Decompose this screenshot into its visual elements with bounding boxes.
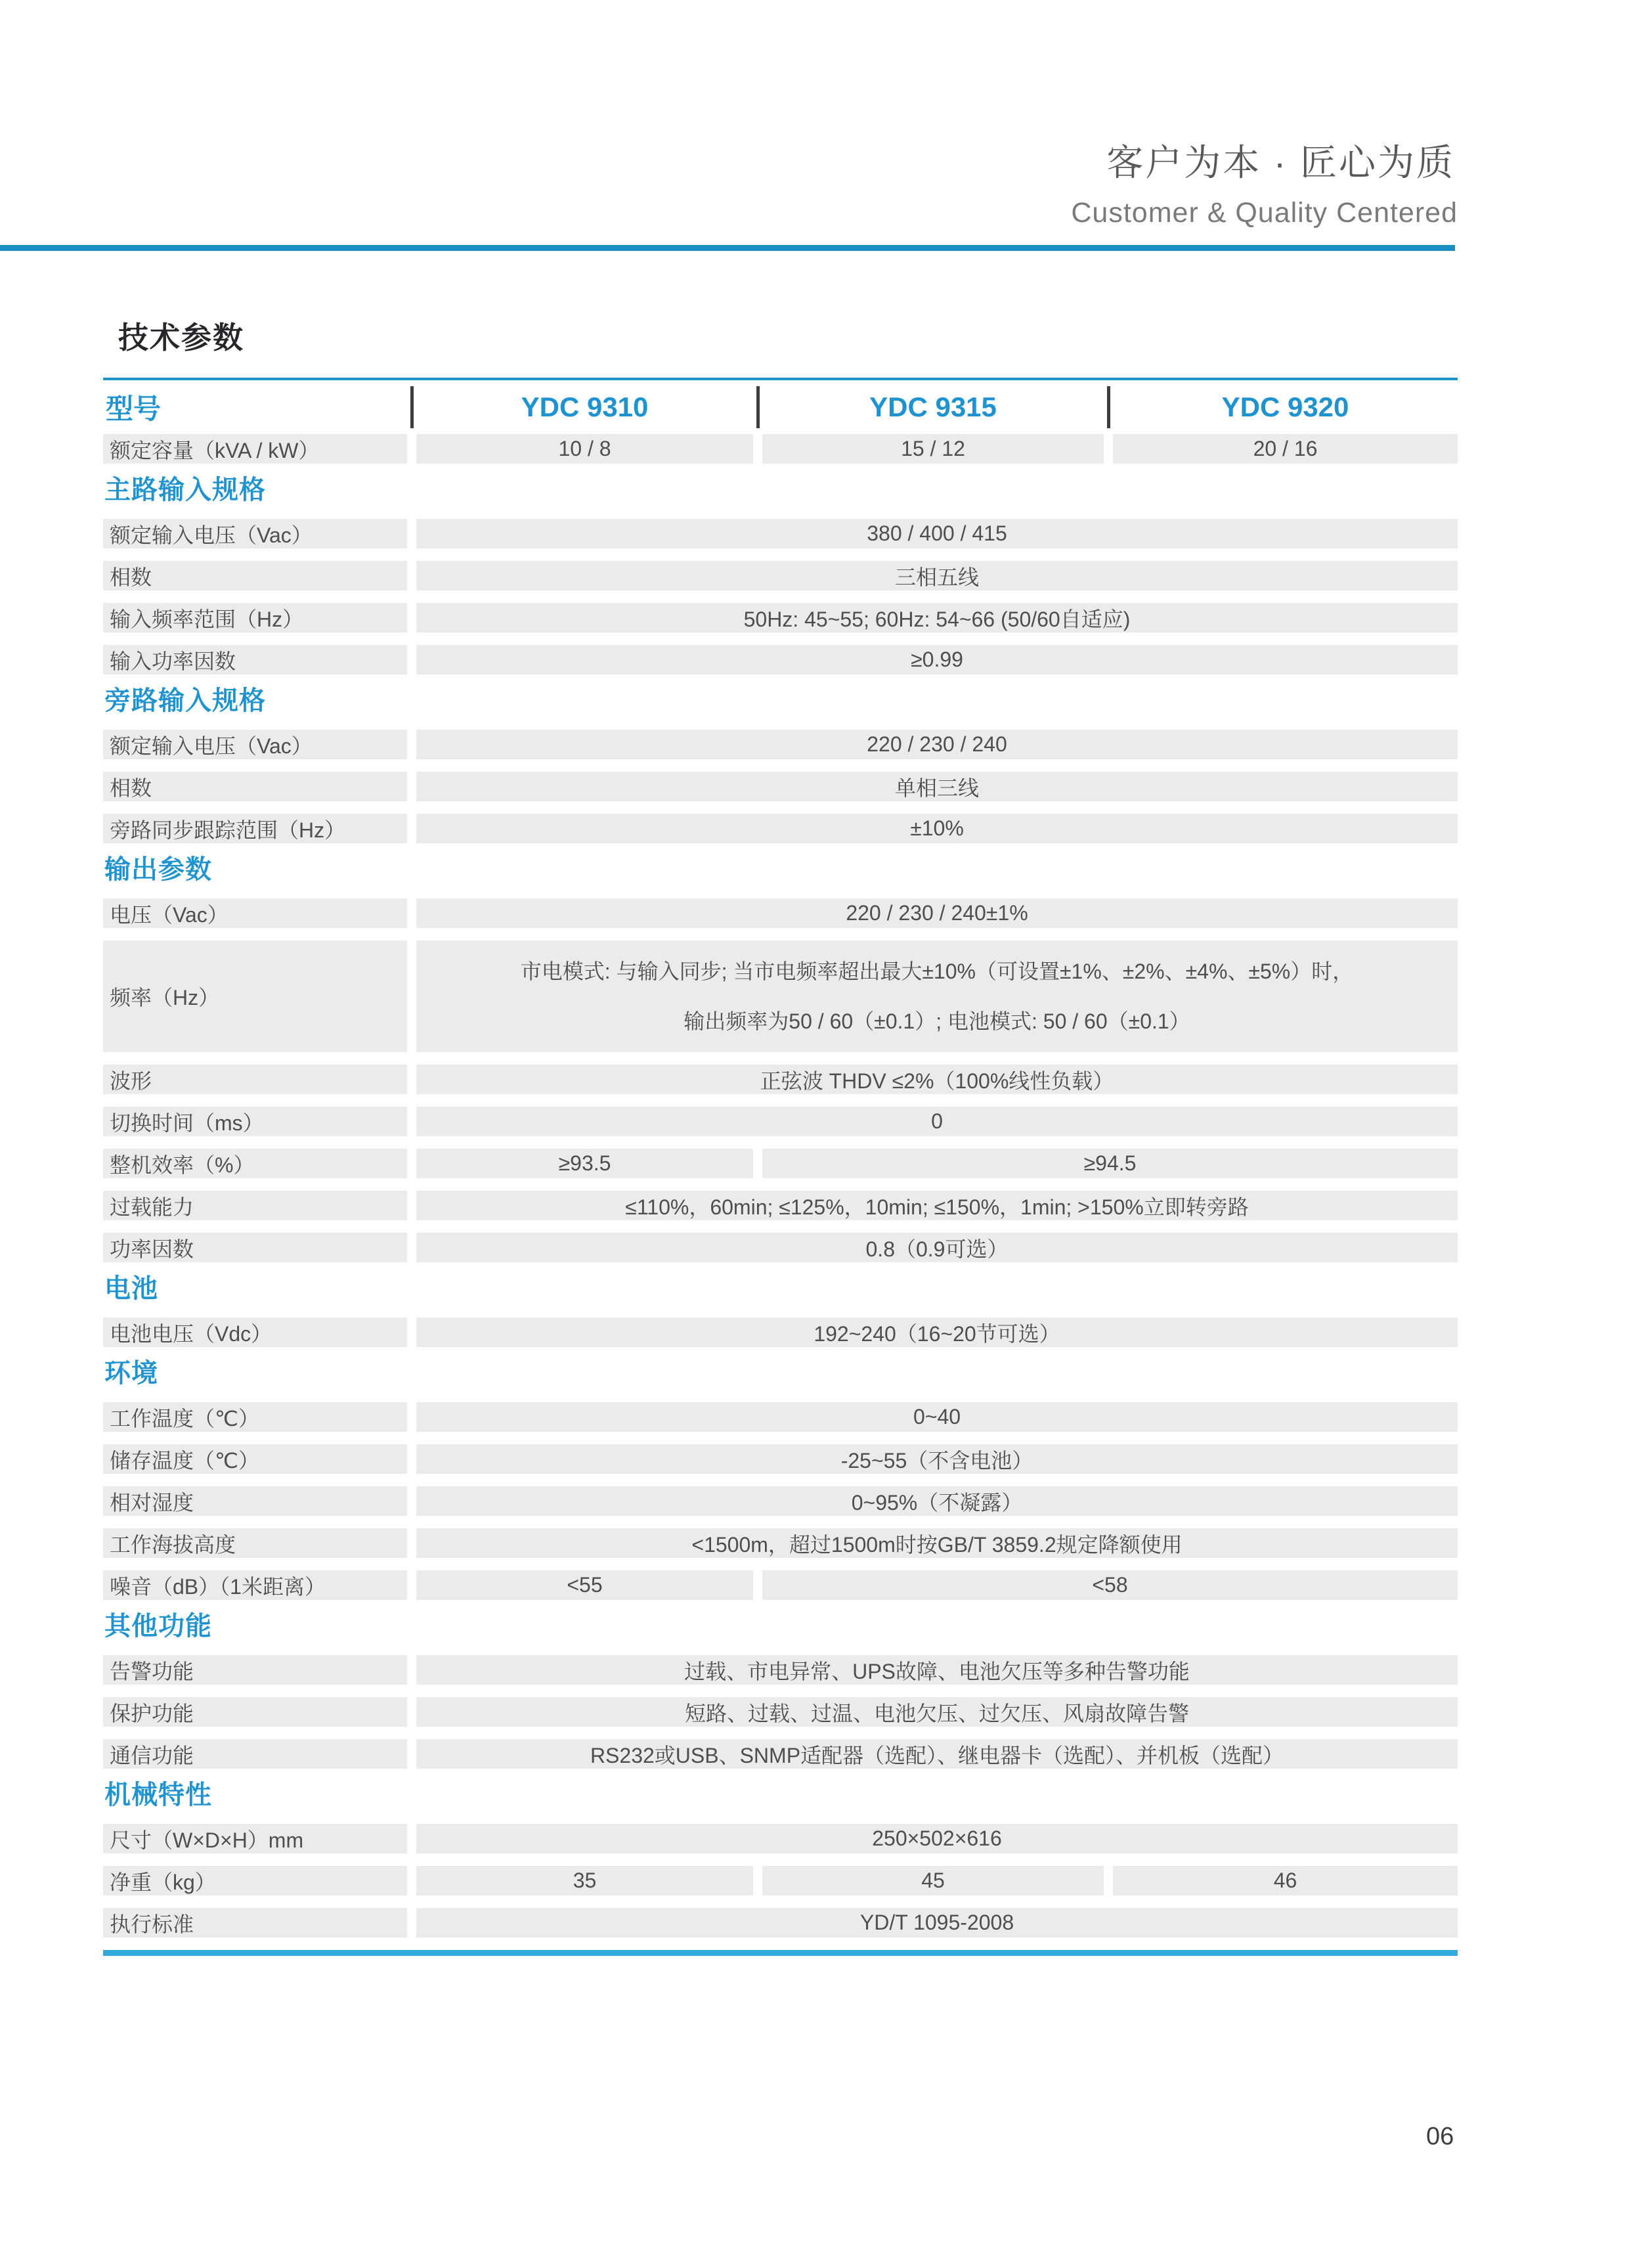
page-number: 06 [1426,2123,1454,2150]
table-bottom-rule [103,1950,1458,1956]
column-divider-bar [410,386,414,428]
row-value: 220 / 230 / 240 [416,730,1458,759]
row-value: 过载、市电异常、UPS故障、电池欠压等多种告警功能 [416,1655,1458,1685]
row-value: ≥0.99 [416,645,1458,675]
row-label: 额定输入电压（Vac） [103,730,407,759]
row-label: 储存温度（℃） [103,1444,407,1474]
row-label: 整机效率（%） [103,1149,407,1178]
column-divider-bar [756,386,760,428]
row-label: 尺寸（W×D×H）mm [103,1824,407,1853]
model-column-label: 型号 [106,393,162,424]
section-title: 机械特性 [104,1781,212,1809]
row-label: 相对湿度 [103,1486,407,1516]
row-value: 220 / 230 / 240±1% [416,898,1458,928]
row-value: 0 [416,1107,1458,1136]
row-value: 20 / 16 [1113,434,1458,464]
table-row [103,1866,1458,1895]
row-value: 250×502×616 [416,1824,1458,1853]
row-value-line: 输出频率为50 / 60（±0.1）; 电池模式: 50 / 60（±0.1） [684,1009,1190,1033]
row-label: 相数 [103,561,407,590]
row-value: 正弦波 THDV ≤2%（100%线性负载） [416,1065,1458,1094]
row-value: ≤110%，60min; ≤125%，10min; ≤150%，1min; >150%立即转旁路 [416,1191,1458,1220]
row-label: 保护功能 [103,1697,407,1727]
row-value: 192~240（16~20节可选） [416,1317,1458,1347]
section-title: 环境 [104,1359,158,1388]
table-row [103,1570,1458,1600]
row-value: <55 [416,1570,753,1600]
row-value: ≥94.5 [762,1149,1458,1178]
row-label: 电池电压（Vdc） [103,1317,407,1347]
table-row [103,1233,1458,1262]
row-label: 相数 [103,772,407,801]
section-title: 电池 [104,1274,158,1303]
row-label: 额定输入电压（Vac） [103,519,407,548]
row-label: 告警功能 [103,1655,407,1685]
row-label: 工作温度（℃） [103,1402,407,1432]
table-row [103,730,1458,759]
table-row [103,1444,1458,1474]
header-slogan-en: Customer & Quality Centered [1071,197,1458,229]
table-row [103,1908,1458,1937]
spec-table [103,378,1458,1956]
row-label: 电压（Vac） [103,898,407,928]
table-row [103,561,1458,590]
row-value-line: 市电模式: 与输入同步; 当市电频率超出最大±10%（可设置±1%、±2%、±4%、±5%）时， [520,960,1354,983]
table-row [103,1824,1458,1853]
table-row [103,1149,1458,1178]
row-value: YD/T 1095-2008 [416,1908,1458,1937]
table-row [103,519,1458,548]
row-label: 功率因数 [103,1233,407,1262]
table-header-row [103,380,1458,434]
header-rule [0,245,1455,251]
column-divider-bar [1107,386,1110,428]
row-label: 净重（kg） [103,1866,407,1895]
row-value: 35 [416,1866,753,1895]
row-value: 50Hz: 45~55; 60Hz: 54~66 (50/60自适应) [416,603,1458,632]
row-value: <58 [762,1570,1458,1600]
row-value: 380 / 400 / 415 [416,519,1458,548]
row-value: -25~55（不含电池） [416,1444,1458,1474]
row-value: RS232或USB、SNMP适配器（选配）、继电器卡（选配）、并机板（选配） [416,1739,1458,1769]
table-row [103,603,1458,632]
row-value: 单相三线 [416,772,1458,801]
row-value: ±10% [416,814,1458,843]
row-label: 通信功能 [103,1739,407,1769]
row-label: 额定容量（kVA / kW） [103,434,407,464]
table-row [103,814,1458,843]
row-value: <1500m，超过1500m时按GB/T 3859.2规定降额使用 [416,1528,1458,1558]
section-title: 其他功能 [104,1612,212,1641]
row-label: 输入功率因数 [103,645,407,675]
row-label: 过载能力 [103,1191,407,1220]
row-label: 执行标准 [103,1908,407,1937]
model-name-ydc9315: YDC 9315 [869,391,997,422]
row-value: 45 [762,1866,1104,1895]
table-row [103,941,1458,1052]
row-label: 噪音（dB）（1米距离） [103,1570,407,1600]
row-label: 工作海拔高度 [103,1528,407,1558]
table-row [103,1655,1458,1685]
header-slogan-cn: 客户为本 · 匠心为质 [1106,142,1455,183]
page-title: 技术参数 [118,321,244,355]
model-name-ydc9310: YDC 9310 [521,391,649,422]
row-value: 46 [1113,1866,1458,1895]
row-label: 输入频率范围（Hz） [103,603,407,632]
row-value: 0~40 [416,1402,1458,1432]
row-value: 15 / 12 [762,434,1104,464]
table-row [103,1486,1458,1516]
table-row [103,1528,1458,1558]
table-row [103,1191,1458,1220]
table-row [103,898,1458,928]
row-value: 三相五线 [416,561,1458,590]
section-title: 输出参数 [104,855,212,884]
table-row [103,772,1458,801]
row-value: 短路、过载、过温、电池欠压、过欠压、风扇故障告警 [416,1697,1458,1727]
row-label: 波形 [103,1065,407,1094]
row-value: 10 / 8 [416,434,753,464]
table-row [103,1739,1458,1769]
spec-table-body [103,434,1458,1937]
section-title: 旁路输入规格 [104,686,266,715]
model-name-ydc9320: YDC 9320 [1221,391,1349,422]
row-label: 切换时间（ms） [103,1107,407,1136]
row-value: ≥93.5 [416,1149,753,1178]
table-row [103,1317,1458,1347]
row-label: 频率（Hz） [103,941,407,1052]
table-row [103,1065,1458,1094]
row-value: 0.8（0.9可选） [416,1233,1458,1262]
row-label: 旁路同步跟踪范围（Hz） [103,814,407,843]
table-row [103,645,1458,675]
table-row [103,434,1458,464]
row-value: 0~95%（不凝露） [416,1486,1458,1516]
table-row [103,1107,1458,1136]
table-row [103,1697,1458,1727]
table-row [103,1402,1458,1432]
section-title: 主路输入规格 [104,476,266,504]
row-value [416,941,1458,1052]
